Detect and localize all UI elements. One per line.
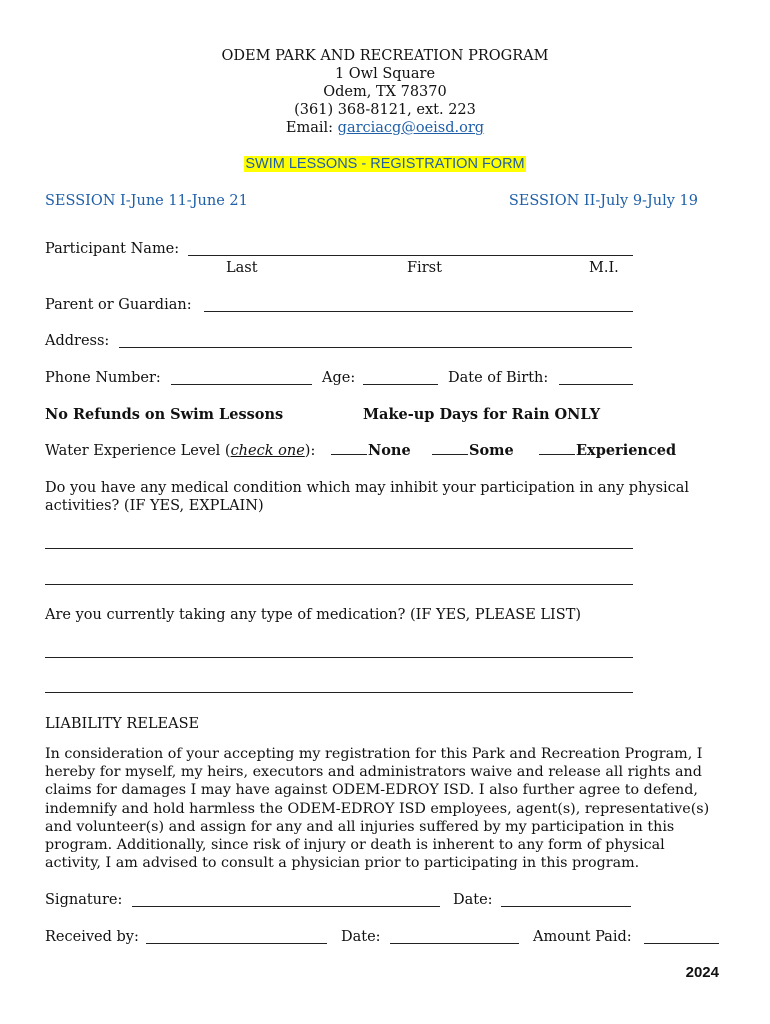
email-line <box>0 119 770 137</box>
makeup-days-notice: Make-up Days for Rain ONLY <box>363 406 601 423</box>
phone-field[interactable] <box>171 384 312 385</box>
address-line-1: 1 Owl Square <box>334 66 436 82</box>
signature-label: Signature: <box>45 892 123 908</box>
phone-line: (361) 368-8121, ext. 223 <box>294 102 476 118</box>
address-label: Address: <box>45 333 110 349</box>
checkbox-blank[interactable] <box>539 442 575 455</box>
guardian-label: Parent or Guardian: <box>45 297 192 313</box>
amount-paid-field[interactable] <box>644 943 719 944</box>
session-1: SESSION I-June 11-June 21 <box>45 193 248 209</box>
medical-question: Do you have any medical condition which may inhibit your participation in any physical activities? (IF YES, EXPLAIN) <box>45 480 690 515</box>
address-field[interactable] <box>119 347 632 348</box>
dob-label: Date of Birth: <box>448 370 549 386</box>
phone-label: Phone Number: <box>45 370 161 386</box>
program-title: ODEM PARK AND RECREATION PROGRAM <box>221 48 549 64</box>
signature-field[interactable] <box>132 906 440 907</box>
dob-field[interactable] <box>559 384 633 385</box>
participant-name-label: Participant Name: <box>45 241 180 257</box>
form-title <box>0 155 770 173</box>
signature-date-label: Date: <box>453 892 493 908</box>
participant-mi-caption: M.I. <box>589 260 619 276</box>
received-date-field[interactable] <box>390 943 519 944</box>
experience-option-some[interactable]: Some <box>432 442 514 460</box>
experience-option-none[interactable]: None <box>331 442 411 460</box>
checkbox-blank[interactable] <box>331 442 367 455</box>
received-date-label: Date: <box>341 929 381 945</box>
participant-last-caption: Last <box>226 260 258 276</box>
session-2: SESSION II-July 9-July 19 <box>508 193 698 209</box>
liability-heading: LIABILITY RELEASE <box>45 716 200 732</box>
medical-answer-line-2[interactable] <box>45 584 633 585</box>
checkbox-blank[interactable] <box>432 442 468 455</box>
participant-name-field[interactable] <box>188 255 633 256</box>
signature-date-field[interactable] <box>501 906 631 907</box>
medication-question: Are you currently taking any type of medication? (IF YES, PLEASE LIST) <box>45 607 582 623</box>
medication-answer-line-1[interactable] <box>45 657 633 658</box>
age-label: Age: <box>322 370 356 386</box>
form-title-text: SWIM LESSONS - REGISTRATION FORM <box>245 156 525 172</box>
liability-text: In consideration of your accepting my registration for this Park and Recreation Program, I hereby for myself, my heirs, executors and administrators waive and release all rights and claims for damages I may have against ODEM-EDROY ISD. I also further agree to defend, indemnify and hold harmless the ODEM-EDROY ISD employees, agent(s), representative(s) and volunteer(s) and assign for any and all injuries suffered by my participation in this program. Additionally, since risk of injury or death is inherent to any form of physical activity, I am advised to consult a physician prior to participating in this program. <box>45 746 710 872</box>
age-field[interactable] <box>363 384 438 385</box>
medication-answer-line-2[interactable] <box>45 692 633 693</box>
form-year: 2024 <box>685 964 719 981</box>
amount-paid-label: Amount Paid: <box>533 929 632 945</box>
experience-label: Water Experience Level (check one): <box>45 443 316 459</box>
experience-option-experienced[interactable]: Experienced <box>539 442 676 460</box>
received-by-field[interactable] <box>146 943 327 944</box>
received-by-label: Received by: <box>45 929 139 945</box>
participant-first-caption: First <box>407 260 442 276</box>
guardian-field[interactable] <box>204 311 633 312</box>
medical-answer-line-1[interactable] <box>45 548 633 549</box>
no-refunds-notice: No Refunds on Swim Lessons <box>45 406 284 423</box>
email-label: Email: <box>285 120 334 136</box>
address-line-2: Odem, TX 78370 <box>323 84 447 100</box>
email-link[interactable]: garciacg@oeisd.org <box>337 120 485 136</box>
